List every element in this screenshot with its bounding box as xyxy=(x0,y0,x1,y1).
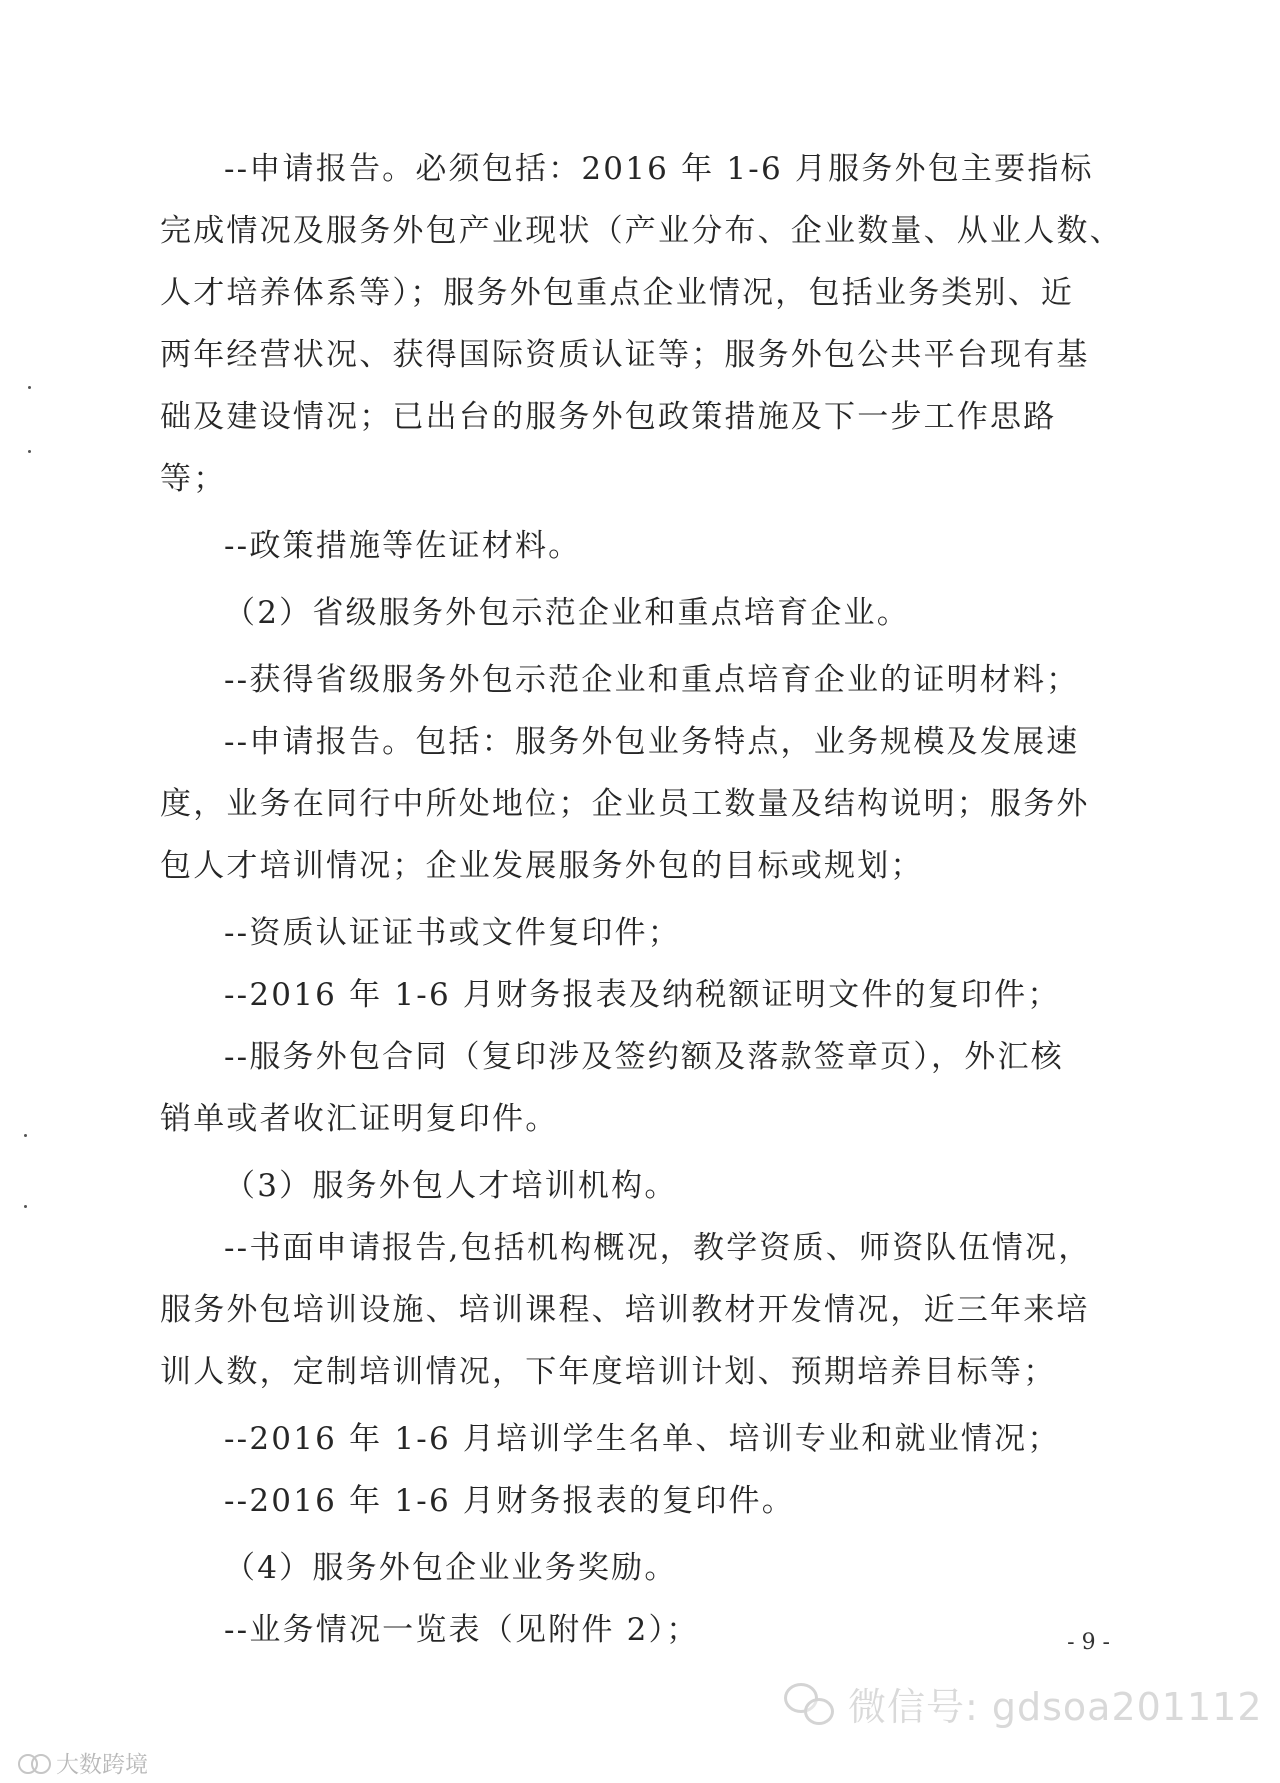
margin-dot xyxy=(24,1205,27,1208)
text-line: --申请报告。必须包括：2016 年 1-6 月服务外包主要指标 xyxy=(224,151,1094,187)
text-line: 服务外包培训设施、培训课程、培训教材开发情况，近三年来培 xyxy=(160,1292,1090,1328)
logo-text: 大数跨境 xyxy=(56,1752,148,1778)
text-line: --申请报告。包括：服务外包业务特点，业务规模及发展速 xyxy=(224,724,1080,760)
wechat-watermark xyxy=(782,1676,1263,1731)
text-line: --2016 年 1-6 月培训学生名单、培训专业和就业情况； xyxy=(224,1421,1061,1457)
section-heading: （2）省级服务外包示范企业和重点培育企业。 xyxy=(224,595,910,631)
text-line: 两年经营状况、获得国际资质认证等；服务外包公共平台现有基 xyxy=(160,337,1090,373)
section-heading: （4）服务外包企业业务奖励。 xyxy=(224,1550,678,1586)
text-line: --获得省级服务外包示范企业和重点培育企业的证明材料； xyxy=(224,662,1080,698)
text-line: 础及建设情况；已出台的服务外包政策措施及下一步工作思路 xyxy=(160,399,1057,435)
text-line: --业务情况一览表（见附件 2）； xyxy=(224,1612,700,1648)
wechat-icon xyxy=(782,1681,836,1727)
margin-dot xyxy=(28,386,31,389)
text-line: --服务外包合同（复印涉及签约额及落款签章页），外汇核 xyxy=(224,1039,1064,1075)
text-line: 度，业务在同行中所处地位；企业员工数量及结构说明；服务外 xyxy=(160,786,1090,822)
document-body xyxy=(160,138,1123,1661)
text-line: --资质认证证书或文件复印件； xyxy=(224,915,681,951)
text-line: --2016 年 1-6 月财务报表的复印件。 xyxy=(224,1483,795,1519)
text-line: --书面申请报告,包括机构概况，教学资质、师资队伍情况， xyxy=(224,1230,1092,1266)
watermark-text: 微信号: gdsoa201112 xyxy=(848,1685,1263,1729)
text-line: --政策措施等佐证材料。 xyxy=(224,528,582,564)
text-line: 等； xyxy=(160,461,227,497)
margin-dot xyxy=(24,1134,27,1137)
logo-rings-icon xyxy=(18,1753,50,1773)
text-line: 包人才培训情况；企业发展服务外包的目标或规划； xyxy=(160,848,924,884)
margin-dot xyxy=(28,450,31,453)
page-number: - 9 - xyxy=(1067,1630,1110,1655)
section-heading: （3）服务外包人才培训机构。 xyxy=(224,1168,678,1204)
brand-logo xyxy=(18,1746,148,1779)
text-line: 训人数，定制培训情况，下年度培训计划、预期培养目标等； xyxy=(160,1354,1057,1390)
text-line: 销单或者收汇证明复印件。 xyxy=(160,1101,559,1137)
text-line: --2016 年 1-6 月财务报表及纳税额证明文件的复印件； xyxy=(224,977,1061,1013)
text-line: 人才培养体系等）；服务外包重点企业情况，包括业务类别、近 xyxy=(160,275,1075,311)
text-line: 完成情况及服务外包产业现状（产业分布、企业数量、从业人数、 xyxy=(160,213,1123,249)
